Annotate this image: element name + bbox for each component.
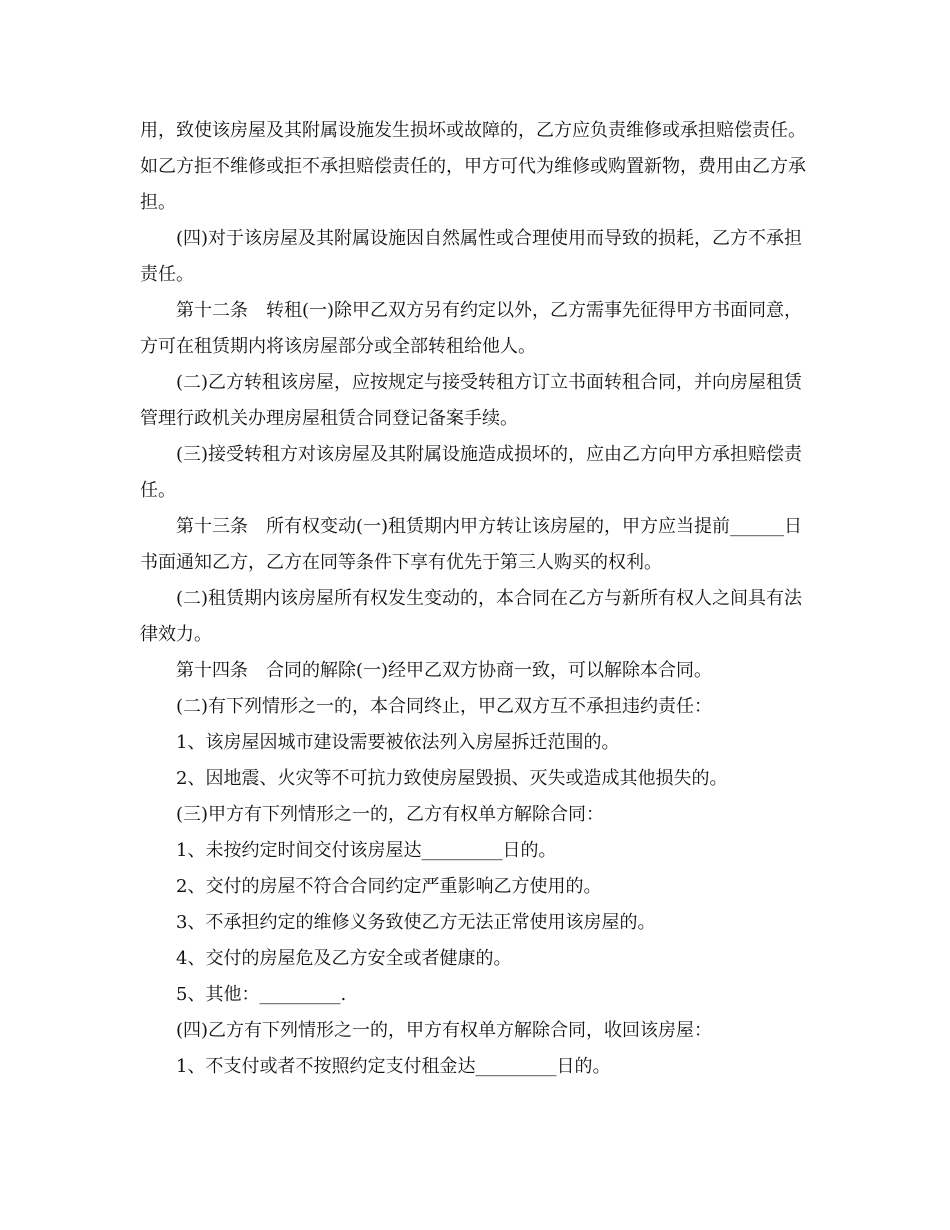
paragraph-landlord-rescission: (四)乙方有下列情形之一的，甲方有权单方解除合同，收回该房屋： — [176, 1020, 713, 1041]
list-item-unsafe: 4、交付的房屋危及乙方安全或者健康的。 — [176, 948, 512, 969]
paragraph-natural-wear: (四)对于该房屋及其附属设施因自然属性或合理使用而导致的损耗，乙方不承担责任。 — [140, 228, 803, 285]
list-item-force-majeure: 2、因地震、火灾等不可抗力致使房屋毁损、灭失或造成其他损失的。 — [176, 768, 728, 789]
paragraph-sublease-contract: (二)乙方转租该房屋，应按规定与接受转租方订立书面转租合同，并向房屋租赁管理行政机关办理房屋租赁合同登记备案手续。 — [140, 372, 803, 429]
list-item-nonconforming: 2、交付的房屋不符合合同约定严重影响乙方使用的。 — [176, 876, 602, 897]
list-item-late-delivery: 1、未按约定时间交付该房屋达_________日的。 — [176, 840, 557, 861]
paragraph-ownership-change: (二)租赁期内该房屋所有权发生变动的，本合同在乙方与新所有权人之间具有法律效力。 — [140, 588, 803, 645]
paragraph-damage-liability: 用，致使该房屋及其附属设施发生损坏或故障的，乙方应负责维修或承担赔偿责任。如乙方拒不维修或拒不承担赔偿责任的，甲方可代为维修或购置新物，费用由乙方承担。 — [140, 120, 806, 213]
list-item-unpaid-rent: 1、不支付或者不按照约定支付租金达_________日的。 — [176, 1056, 611, 1077]
paragraph-termination-conditions: (二)有下列情形之一的，本合同终止，甲乙双方互不承担违约责任： — [176, 696, 713, 717]
paragraph-article-12-sublease: 第十二条 转租(一)除甲乙双方另有约定以外，乙方需事先征得甲方书面同意，方可在租赁期内将该房屋部分或全部转租给他人。 — [140, 300, 803, 357]
list-item-no-repair: 3、不承担约定的维修义务致使乙方无法正常使用该房屋的。 — [176, 912, 656, 933]
list-item-other: 5、其他：_________. — [176, 984, 347, 1005]
paragraph-article-14-termination: 第十四条 合同的解除(一)经甲乙双方协商一致，可以解除本合同。 — [176, 660, 713, 681]
paragraph-article-13-ownership: 第十三条 所有权变动(一)租赁期内甲方转让该房屋的，甲方应当提前______日书面通知乙方，乙方在同等条件下享有优先于第三人购买的权利。 — [140, 516, 803, 573]
document-body — [140, 113, 820, 1085]
paragraph-tenant-rescission: (三)甲方有下列情形之一的，乙方有权单方解除合同： — [176, 804, 605, 825]
paragraph-sublease-damage: (三)接受转租方对该房屋及其附属设施造成损坏的，应由乙方向甲方承担赔偿责任。 — [140, 444, 803, 501]
list-item-demolition: 1、该房屋因城市建设需要被依法列入房屋拆迁范围的。 — [176, 732, 620, 753]
